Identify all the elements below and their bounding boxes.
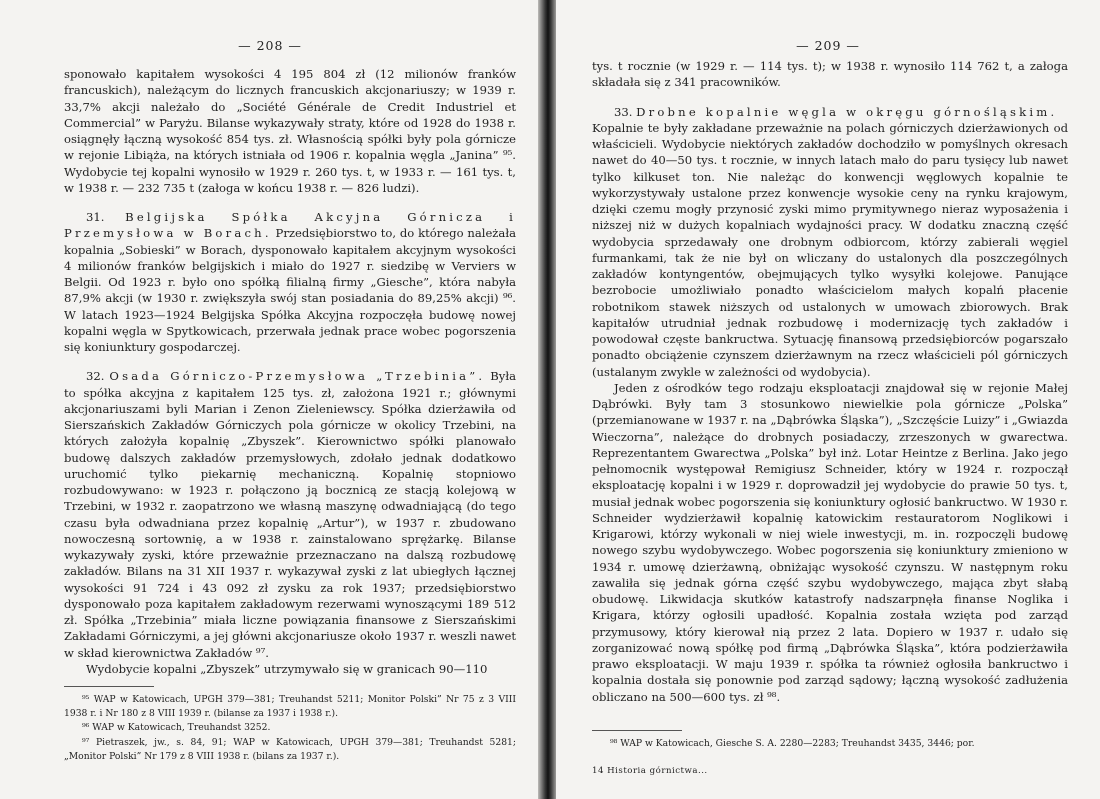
page-number-left: — 208 — [238,38,302,53]
section-number: 33. [614,104,633,119]
footnotes-right [592,730,1068,751]
paragraph: Kopalnie te były zakładane przeważnie na polach górniczych dzierżawionych od właścicieli. Wydobycie niektórych zakładów dochodziło w pomyślnych okresach nawet do 40—50 tys. t rocznie, w innych latach mało do paru tysięcy lub nawet tylko kilkuset ton. Nie należąc do konwencji węglowych kopalnie te wykorzystywały ustalone przez konwencje wysokie ceny na rynku krajowym, dzięki czemu mogły przynosić zyski mimo prymitywnego nieraz wyposażenia i niższej niż w dużych kopalniach wydajności pracy. W dodatku znaczną część wydobycia sprzedawały one drobnym odbiorcom, którzy zabierali węgiel furmankami, tak że nie był on wliczany do ustalonych dla poszczególnych zakładów kontyngentów, obejmujących tylko wysyłki kolejowe. Panujące bezrobocie umożliwiało ponadto właścicielom małych kopalń płacenie robotnikom stawek niższych od ustalonych w umowach zbiorowych. Brak kapitałów utrudniał jednak rozbudowę i modernizację tych zakładów i powodował częste bankructwa. Sytuację finansową przedsiębiorców pogarszało ponadto obciążenie czynszem dzierżawnym na rzecz właścicieli pól górniczych (ustalanym zwykle w zależności od wydobycia). [592,120,1068,379]
printer-signature: 14 Historia górnictwa... [592,766,708,776]
section-heading: Osada Górniczo-Przemysłowa „Trzebinia”. [109,369,486,384]
section-heading: Belgijska Spółka Akcyjna Górnicza i Przemysłowa w Borach. [64,210,517,241]
page-number-right: — 209 — [796,38,860,53]
paragraph: tys. t rocznie (w 1929 r. — 114 tys. t); w 1938 r. wynosiło 114 762 t, a załoga składała się z 341 pracowników. [592,59,1068,90]
section-number: 31. [86,210,105,224]
left-page [0,0,540,799]
footnote-divider [64,686,154,687]
footnote: ⁹⁸ WAP w Katowicach, Giesche S. A. 2280—2283; Treuhandst 3435, 3446; por. [610,738,975,749]
footnotes-left [64,686,516,764]
right-page-body [592,58,1068,705]
paragraph: sponowało kapitałem wysokości 4 195 804 zł (12 milionów franków francuskich), należącym do licznych francuskich akcjonariuszy; w 1939 r. 33,7% akcji należało do „Société Générale de Credit Industriel et Commercial” w Paryżu. Bilanse wykazywały straty, które od 1928 do 1938 r. osiągnęły łączną wysokość 854 tys. zł. Własnością spółki były pola górnicze w rejonie Libiąża, na których istniała od 1906 r. kopalnia węgla „Janina” ⁹⁵. Wydobycie tej kopalni wynosiło w 1929 r. 260 tys. t, w 1933 r. — 161 tys. t, w 1938 r. — 232 735 t (załoga w końcu 1938 r. — 826 ludzi). [64,67,516,195]
footnote: ⁹⁷ Pietraszek, jw., s. 84, 91; WAP w Katowicach, UPGH 379—381; Treuhandst 5281; „Monitor Polski” Nr 179 z 8 VIII 1938 r. (bilans za 1937 r.). [64,736,516,762]
section-31 [64,209,516,355]
book-gutter [538,0,558,799]
paragraph: Wydobycie kopalni „Zbyszek” utrzymywało się w granicach 90—110 [86,661,488,676]
left-page-body [64,66,516,677]
paragraph: Przedsiębiorstwo to, do którego należała kopalnia „Sobieski” w Borach, dysponowało kapitałem akcyjnym wysokości 4 milionów franków belgijskich i miało do 1927 r. siedzibę w Verviers w Belgii. Od 1923 r. było ono spółką filialną firmy „Giesche”, która nabyła 87,9% akcji (w 1930 r. zwiększyła swój stan posiadania do 89,25% akcji) ⁹⁶. W latach 1923—1924 Belgijska Spółka Akcyjna rozpoczęła budowę nowej kopalni węgla w Spytkowicach, przerwała jednak prace wobec pogorszenia się koniunktury gospodarczej. [64,226,516,354]
paragraph: Jeden z ośrodków tego rodzaju eksploatacji znajdował się w rejonie Małej Dąbrówki. Były tam 3 stosunkowo niewielkie pola górnicze „Polska” (przemianowane w 1937 r. na „Dąbrówka Śląska”), „Szczęście Luizy” i „Gwiazda Wieczorna”, należące do drobnych posiadaczy, zrzeszonych w gwarectwa. Reprezentantem Gwarectwa „Polska” był inż. Lotar Heintze z Berlina. Jako jego pełnomocnik występował Remigiusz Schneider, który w 1924 r. rozpoczął eksploatację kopalni i w 1929 r. doprowadził jej wydobycie do prawie 50 tys. t, musiał jednak wobec pogorszenia się koniunktury ogłosić bankructwo. W 1930 r. Schneider wydzierżawił kopalnię katowickim restauratorom Noglikowi i Krigarowi, którzy wykonali w niej wiele inwestycji, m. in. rozpoczęli budowę nowego szybu wydobywczego. Wobec pogorszenia się koniunktury zmieniono w 1934 r. umowę dzierżawną, obniżając wysokość czynszu. W następnym roku zawaliła się jednak górna część szybu wydobywczego, mająca zbyt słabą obudowę. Likwidacja skutków katastrofy nadszarpnęła finanse Noglika i Krigara, którzy ogłosili upadłość. Kopalnia została wzięta pod zarząd przymusowy, który kierował nią przez 2 lata. Dopiero w 1937 r. udało się zorganizować nową spółkę pod firmą „Dąbrówka Śląska”, która podzierżawiła prawo eksploatacji. W maju 1939 r. spółka ta również ogłosiła bankructwo i kopalnia dostała się ponownie pod zarząd sądowy; łączną wysokość zadłużenia obliczano na 500—600 tys. zł ⁹⁸. [592,380,1068,704]
section-heading: Drobne kopalnie węgla w okręgu górnośląskim. [636,104,1058,119]
right-page [556,0,1100,799]
paragraph: Była to spółka akcyjna z kapitałem 125 tys. zł, założona 1921 r.; głównymi akcjonariuszami byli Marian i Zenon Zieleniewscy. Spółka dzierżawiła od Sierszańskich Zakładów Górniczych pola górnicze w okolicy Trzebini, na których założyła kopalnię „Zbyszek”. Kierownictwo spółki planowało budowę dalszych zakładów przemysłowych, zdołało jednak dodatkowo uruchomić tylko piekarnię mechaniczną. Kopalnię stopniowo rozbudowywano: w 1923 r. połączono ją bocznicą ze stacją kolejową w Trzebini, w 1932 r. zaopatrzono we własną maszynę odwadniającą (do tego czasu była odwadniana przez kopalnię „Artur”), w 1937 r. zbudowano nowoczesną sortownię, a w 1938 r. zainstalowano sprężarkę. Bilanse wykazywały zyski, które przeważnie przeznaczano na dalszą rozbudowę zakładów. Bilans na 31 XII 1937 r. wykazywał zyski z lat ubiegłych łącznej wysokości 91 724 i 43 092 zł zysku za rok 1937; przedsiębiorstwo dysponowało poza kapitałem zakładowym rezerwami wynoszącymi 189 512 zł. Spółka „Trzebinia” miała liczne powiązania finansowe z Sierszańskimi Zakładami Górniczymi, a jej główni akcjonariusze około 1937 r. weszli nawet w skład kierownictwa Zakładów ⁹⁷. [64,369,517,660]
footnote-divider [592,730,682,731]
footnote: ⁹⁵ WAP w Katowicach, UPGH 379—381; Treuhandst 5211; Monitor Polski” Nr 75 z 3 VIII 1938 r. i Nr 180 z 8 VIII 1939 r. (bilanse za 1937 i 1938 r.). [64,694,516,720]
section-33 [592,104,1068,120]
section-32 [64,368,516,661]
footnote: ⁹⁶ WAP w Katowicach, Treuhandst 3252. [82,722,271,734]
section-number: 32. [86,369,105,384]
